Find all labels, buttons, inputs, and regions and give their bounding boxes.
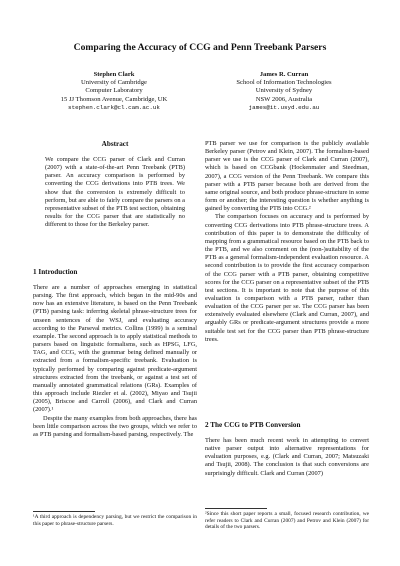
author-address: 15 JJ Thomson Avenue, Cambridge, UK [60, 95, 168, 103]
paragraph: There are a number of approaches emerging in statistical parsing. The first approach, which began in the mid-90s and now has an extensive literature, is based on the Penn Treebank (PTB) parsing task: inferring skeletal phrase-structure trees for unseen sentences of the WSJ, and evaluating accuracy according to the Parseval metrics. Collins (1999) is a seminal example. The second approach is to apply statistical methods to parsers based on linguistic formalisms, such as HPSG, LFG, TAG, and CCG, with the grammar being defined manually or extracted from a formalism-specific treebank. Evaluation is typically performed by comparing against predicate-argument structures extracted from the treebank, or against a test set of manually annotated grammatical relations (GRs). Examples of this approach include Riezler et al. (2002), Miyao and Tsujii (2005), Briscoe and Carroll (2006), and Clark and Curran (2007).¹ [33, 284, 197, 414]
abstract-text: We compare the CCG parser of Clark and Curran (2007) with a state-of-the-art Penn Treebank (PTB) parser. An accuracy comparison is performed by converting the CCG derivations into PTB trees. We show that the conversion is extremely difficult to perform, but are able to fairly compare the parsers on a representative subset of the PTB test section, obtaining results for the CCG parser that are statistically no different to those for the Berkeley parser. [45, 156, 185, 229]
author-affiliation: School of Information Technologies [236, 79, 332, 87]
paragraph: There has been much recent work in attempting to convert native parser output into alternative representations for evaluation purposes, e.g. (Clark and Curran, 2007; Matsuzaki and Tsujii, 2008). The conclusion is that such conversions are surprisingly difficult. Clark and Curran (2007) [205, 437, 369, 477]
paragraph: PTB parser we use for comparison is the publicly available Berkeley parser (Petrov and Klein, 2007). The formalism-based parser we use is the CCG parser of Clark and Curran (2007), which is based on CCGbank (Hockenmaier and Steedman, 2007), a CCG version of the Penn Treebank. We compare this parser with a PTB parser because both are derived from the same original source, and both produce phrase-structure in some form or another; the interesting question is whether anything is gained by converting the PTB into CCG.² [205, 140, 369, 213]
author-name: James R. Curran [259, 71, 309, 78]
author-affiliation: University of Cambridge [81, 79, 147, 87]
author-block-1 [29, 71, 199, 112]
footnote-1: ¹A third approach is dependency parsing, but we restrict the comparison in this paper to phrase-structure parsers. [33, 514, 197, 527]
author-department: Computer Laboratory [85, 87, 143, 95]
author-department: University of Sydney [255, 87, 313, 95]
paragraph: The comparison focuses on accuracy and is performed by converting CCG derivations into PTB phrase-structure trees. A contribution of this paper is to demonstrate the difficulty of mapping from a grammatical resource based on the PTB back to the PTB, and we also comment on the (non-)suitability of the PTB as a general formalism-independent evaluation resource. A second contribution is to provide the first accuracy comparison of the CCG parser with a PTB parser, obtaining competitive scores for the CCG parser on a representative subset of the PTB test sections. It is important to note that the purpose of this evaluation is comparison with a PTB parser, rather than evaluation of the CCG parser per se. The CCG parser has been extensively evaluated elsewhere (Clark and Curran, 2007), and arguably GRs or predicate-argument structures provide a more suitable test set for the CCG parser than PTB phrase-structure trees. [205, 213, 369, 343]
abstract-heading: Abstract [101, 140, 129, 148]
right-column-section2 [205, 437, 369, 478]
right-column-body [205, 140, 369, 344]
author-email: stephen.clark@cl.cam.ac.uk [68, 103, 160, 111]
left-column-body [33, 284, 197, 439]
paper-title: Comparing the Accuracy of CCG and Penn Treebank Parsers [73, 42, 327, 53]
paragraph: Despite the many examples from both approaches, there has been little comparison across the two groups, which we refer to as PTB parsing and formalism-based parsing, respectively. The [33, 414, 197, 438]
footnote-divider [33, 511, 95, 512]
section-heading-introduction: 1 Introduction [33, 268, 78, 276]
author-block-2 [199, 71, 369, 112]
author-name: Stephen Clark [93, 71, 135, 78]
author-email: james@it.usyd.edu.au [248, 103, 320, 111]
footnote-2: ²Since this short paper reports a small, focused research contribution, we refer readers to Clark and Curran (2007) and Petrov and Klein (2007) for details of the two parsers. [205, 511, 369, 531]
section-heading-conversion: 2 The CCG to PTB Conversion [205, 421, 301, 429]
author-address: NSW 2006, Australia [255, 95, 313, 103]
footnote-divider [205, 508, 267, 509]
